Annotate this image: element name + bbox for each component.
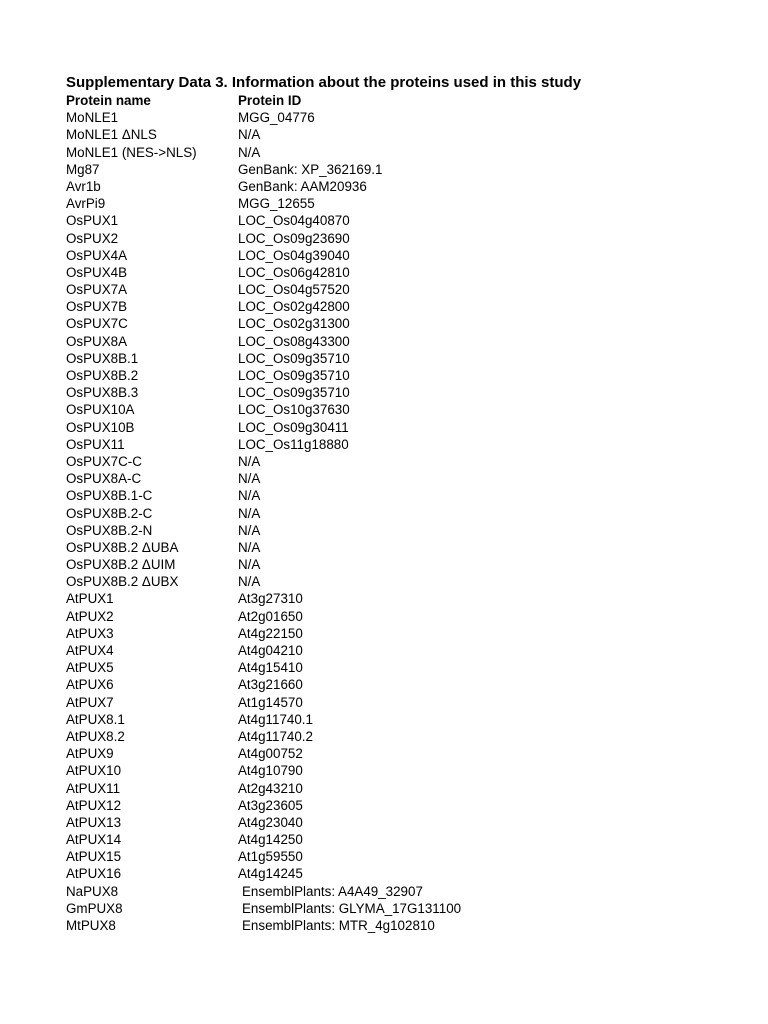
- table-row: [66, 315, 706, 332]
- table-row: [66, 797, 706, 814]
- protein-id-cell: LOC_Os09g30411: [238, 419, 349, 435]
- protein-name-cell: OsPUX8B.1: [66, 350, 139, 366]
- table-row: [66, 401, 706, 418]
- table-row: [66, 539, 706, 556]
- table-row: [66, 367, 706, 384]
- protein-name-cell: OsPUX8B.2 ΔUBA: [66, 539, 179, 555]
- protein-id-cell: N/A: [238, 574, 261, 590]
- protein-id-cell: LOC_Os09g23690: [238, 230, 350, 246]
- protein-name-cell: AtPUX8.1: [66, 711, 125, 727]
- protein-id-cell: EnsemblPlants: MTR_4g102810: [242, 918, 435, 933]
- protein-name-cell: OsPUX8A-C: [66, 471, 142, 487]
- table-row: [66, 109, 706, 126]
- protein-name-cell: OsPUX8A: [66, 333, 128, 349]
- table-row: [66, 453, 706, 470]
- table-row: [66, 522, 706, 539]
- document-title: Supplementary Data 3. Information about the proteins used in this study: [66, 74, 582, 91]
- protein-name-cell: AtPUX6: [66, 677, 114, 693]
- protein-name-cell: OsPUX8B.1-C: [66, 488, 153, 504]
- protein-id-cell: LOC_Os04g57520: [238, 282, 350, 298]
- table-row: [66, 728, 706, 745]
- protein-id-cell: N/A: [238, 557, 261, 573]
- protein-name-cell: Mg87: [66, 161, 100, 177]
- table-row: [66, 384, 706, 401]
- table-row: [66, 419, 706, 436]
- table-row: [66, 298, 706, 315]
- protein-id-cell: At4g23040: [238, 814, 303, 830]
- table-row: [66, 711, 706, 728]
- protein-id-cell: GenBank: XP_362169.1: [238, 161, 383, 177]
- protein-name-cell: OsPUX1: [66, 213, 119, 229]
- table-row: [66, 247, 706, 264]
- protein-id-cell: EnsemblPlants: A4A49_32907: [242, 883, 423, 899]
- protein-id-cell: At4g04210: [238, 643, 303, 658]
- protein-id-cell: LOC_Os06g42810: [238, 264, 350, 280]
- protein-name-cell: NaPUX8: [66, 883, 119, 899]
- protein-name-cell: OsPUX8B.2 ΔUIM: [66, 557, 176, 573]
- protein-name-cell: MoNLE1: [66, 110, 119, 126]
- table-row: [66, 831, 706, 848]
- protein-name-cell: AtPUX10: [66, 763, 122, 779]
- protein-id-cell: At4g10790: [238, 763, 303, 779]
- protein-name-cell: AtPUX7: [66, 694, 114, 710]
- table-row: [66, 659, 706, 676]
- protein-id-cell: N/A: [238, 539, 261, 555]
- protein-name-cell: AtPUX8.2: [66, 728, 125, 744]
- table-row: [66, 608, 706, 625]
- table-row: [66, 762, 706, 779]
- table-row: [66, 745, 706, 762]
- table-row: [66, 676, 706, 693]
- protein-name-cell: OsPUX8B.2: [66, 368, 139, 383]
- protein-id-cell: At4g15410: [238, 660, 303, 676]
- protein-id-cell: LOC_Os02g31300: [238, 316, 350, 332]
- protein-name-cell: OsPUX2: [66, 230, 119, 246]
- table-row: [66, 230, 706, 247]
- table-row: [66, 487, 706, 504]
- table-row: [66, 590, 706, 607]
- table-row: [66, 900, 706, 917]
- protein-name-cell: AtPUX9: [66, 746, 114, 762]
- protein-id-cell: N/A: [238, 488, 261, 504]
- table-row: [66, 126, 706, 143]
- protein-id-cell: MGG_12655: [238, 196, 315, 212]
- protein-name-cell: AtPUX16: [66, 866, 122, 882]
- protein-name-cell: AvrPi9: [66, 196, 106, 212]
- table-row: [66, 625, 706, 642]
- table-row: [66, 144, 706, 161]
- table-row: [66, 573, 706, 590]
- protein-table: [66, 92, 706, 934]
- column-header-protein-id: Protein ID: [238, 93, 302, 108]
- table-row: [66, 848, 706, 865]
- protein-id-cell: LOC_Os11g18880: [238, 436, 349, 452]
- protein-id-cell: At4g22150: [238, 625, 303, 641]
- protein-id-cell: At3g27310: [238, 591, 303, 607]
- table-row: [66, 178, 706, 195]
- protein-id-cell: LOC_Os04g40870: [238, 213, 350, 229]
- protein-id-cell: N/A: [238, 127, 261, 143]
- protein-id-cell: N/A: [238, 471, 261, 487]
- protein-name-cell: AtPUX3: [66, 625, 114, 641]
- protein-id-cell: At3g21660: [238, 677, 303, 693]
- protein-name-cell: AtPUX13: [66, 814, 122, 830]
- table-body: [66, 109, 706, 934]
- protein-id-cell: LOC_Os08g43300: [238, 333, 350, 349]
- table-row: [66, 470, 706, 487]
- protein-name-cell: AtPUX14: [66, 832, 122, 848]
- protein-id-cell: N/A: [238, 522, 261, 538]
- table-row: [66, 917, 706, 934]
- protein-name-cell: OsPUX8B.2-C: [66, 505, 153, 521]
- protein-id-cell: At1g14570: [238, 694, 303, 710]
- protein-id-cell: LOC_Os10g37630: [238, 402, 350, 418]
- protein-id-cell: LOC_Os09g35710: [238, 350, 350, 366]
- protein-name-cell: OsPUX8B.2 ΔUBX: [66, 574, 179, 590]
- protein-id-cell: At3g23605: [238, 797, 303, 813]
- table-row: [66, 883, 706, 900]
- protein-id-cell: MGG_04776: [238, 110, 315, 126]
- table-row: [66, 350, 706, 367]
- protein-name-cell: OsPUX7B: [66, 299, 128, 315]
- protein-id-cell: N/A: [238, 453, 261, 469]
- protein-id-cell: LOC_Os04g39040: [238, 247, 350, 263]
- protein-id-cell: LOC_Os09g35710: [238, 368, 350, 383]
- table-row: [66, 556, 706, 573]
- protein-name-cell: OsPUX7C: [66, 316, 128, 332]
- protein-name-cell: AtPUX5: [66, 660, 114, 676]
- protein-name-cell: Avr1b: [66, 178, 101, 194]
- protein-name-cell: OsPUX4B: [66, 264, 128, 280]
- protein-name-cell: AtPUX15: [66, 849, 122, 865]
- protein-name-cell: AtPUX11: [66, 780, 121, 796]
- protein-name-cell: MoNLE1 ΔNLS: [66, 127, 157, 143]
- document-page: [66, 73, 706, 934]
- protein-id-cell: At4g14245: [238, 866, 303, 882]
- protein-id-cell: GenBank: AAM20936: [238, 178, 367, 194]
- table-row: [66, 642, 706, 659]
- table-row: [66, 694, 706, 711]
- table-row: [66, 212, 706, 229]
- table-row: [66, 814, 706, 831]
- protein-name-cell: OsPUX7A: [66, 282, 128, 298]
- protein-name-cell: OsPUX8B.3: [66, 385, 139, 401]
- protein-id-cell: At4g14250: [238, 832, 303, 848]
- table-row: [66, 865, 706, 882]
- table-row: [66, 195, 706, 212]
- protein-id-cell: At4g11740.2: [238, 728, 313, 744]
- protein-id-cell: At2g01650: [238, 608, 303, 624]
- protein-name-cell: OsPUX10A: [66, 402, 135, 418]
- protein-name-cell: OsPUX4A: [66, 247, 128, 263]
- table-row: [66, 281, 706, 298]
- protein-name-cell: MtPUX8: [66, 918, 116, 933]
- table-header-row: [66, 92, 706, 109]
- protein-id-cell: LOC_Os02g42800: [238, 299, 350, 315]
- protein-name-cell: OsPUX10B: [66, 419, 135, 435]
- protein-name-cell: AtPUX4: [66, 643, 114, 658]
- protein-name-cell: AtPUX1: [66, 591, 114, 607]
- table-row: [66, 780, 706, 797]
- table-row: [66, 264, 706, 281]
- table-row: [66, 436, 706, 453]
- protein-id-cell: At1g59550: [238, 849, 303, 865]
- protein-name-cell: AtPUX12: [66, 797, 122, 813]
- protein-id-cell: EnsemblPlants: GLYMA_17G131100: [242, 900, 462, 916]
- protein-id-cell: N/A: [238, 505, 261, 521]
- protein-id-cell: At4g11740.1: [238, 711, 313, 727]
- table-row: [66, 505, 706, 522]
- protein-name-cell: OsPUX7C-C: [66, 453, 142, 469]
- protein-name-cell: MoNLE1 (NES->NLS): [66, 144, 197, 160]
- protein-name-cell: AtPUX2: [66, 608, 114, 624]
- table-row: [66, 333, 706, 350]
- protein-id-cell: LOC_Os09g35710: [238, 385, 350, 401]
- protein-id-cell: At2g43210: [238, 780, 303, 796]
- protein-id-cell: At4g00752: [238, 746, 303, 762]
- table-row: [66, 161, 706, 178]
- protein-id-cell: N/A: [238, 144, 261, 160]
- protein-name-cell: GmPUX8: [66, 900, 123, 916]
- protein-name-cell: OsPUX11: [66, 436, 125, 452]
- protein-name-cell: OsPUX8B.2-N: [66, 522, 153, 538]
- column-header-protein-name: Protein name: [66, 93, 151, 108]
